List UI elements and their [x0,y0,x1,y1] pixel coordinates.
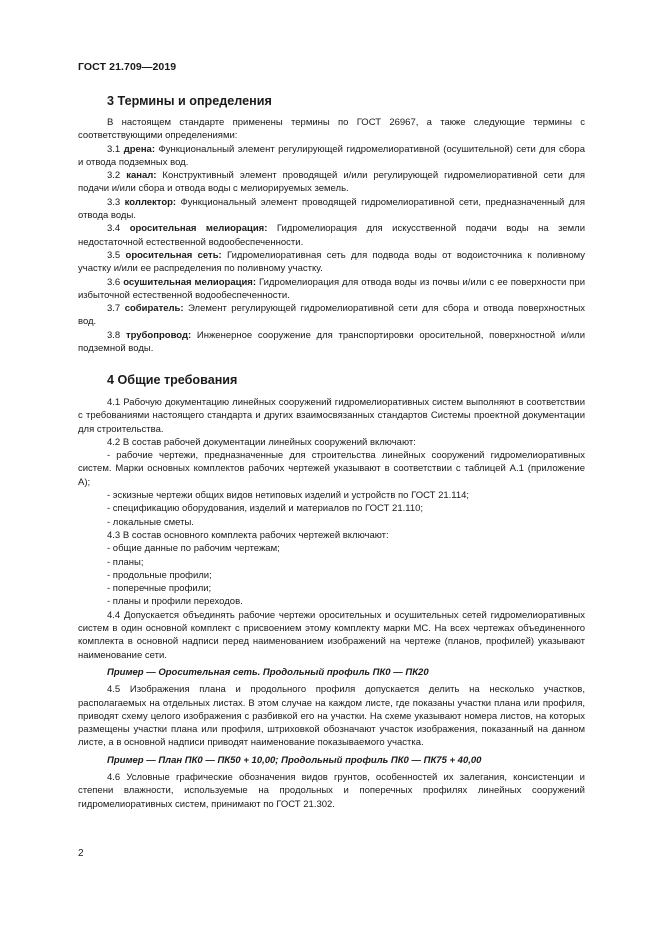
term-3-6: 3.6 осушительная мелиорация: Гидромелиорация для отвода воды из почвы и/или с ее поверхности при избыточной естественной водообеспеченности. [78,276,585,301]
paragraph-4-3: 4.3 В состав основного комплекта рабочих чертежей включают: [107,529,389,541]
term-3-1: 3.1 дрена: Функциональный элемент регулирующей гидромелиоративной (осушительной) сети для сбора и отвода подземных вод. [78,143,585,168]
term-3-2: 3.2 канал: Конструктивный элемент проводящей и/или регулирующей гидромелиоративной сети для подачи и/или сбора и отвода воды с мелиорируемых земель. [78,170,586,195]
term-3-3: 3.3 коллектор: Функциональный элемент проводящей гидромелиоративной сети, предназначенный для отвода воды. [78,196,585,222]
paragraph-4-1: 4.1 Рабочую документацию линейных сооружений гидромелиоративных систем выполняют в соответствии с требованиями настоящего стандарта и других взаимосвязанных стандартов Системы проектной документации для строительства. [78,397,585,435]
list-item: - общие данные по рабочим чертежам; [107,543,280,555]
section-3-title: 3 Термины и определения [107,94,272,108]
list-item: - продольные профили; [107,569,212,581]
section-3-intro: В настоящем стандарте применены термины по ГОСТ 26967, а также следующие термины с соответствующими определениями: [78,117,585,142]
term-word: собиратель: [124,303,184,315]
example-2: Пример — План ПК0 — ПК50 + 10,00; Продольный профиль ПК0 — ПК75 + 40,00 [107,754,482,766]
term-3-7: 3.7 собиратель: Элемент регулирующей гидромелиоративной сети для сбора и отвода поверхностных вод. [78,303,586,328]
term-word: канал: [126,170,157,182]
term-word: оросительная мелиорация: [129,223,268,235]
list-item: - планы; [107,556,144,568]
paragraph-4-4: 4.4 Допускается объединять рабочие чертежи оросительных и осушительных сетей гидромелиоративных систем в один основной комплект с присвоением этому комплекту марки МС. На всех чертежах объединенного комплекта в основной надписи перед наименованием изображений на чертеже (планов, профилей) указывают наименование сети. [78,609,585,661]
list-item: - рабочие чертежи, предназначенные для строительства линейных сооружений гидромелиоративных систем. Марки основных комплектов рабочих чертежей указывают в соответствии с таблицей А.1 (приложение А); [78,450,585,488]
list-item: - локальные сметы. [107,516,194,528]
section-4-body [78,396,585,811]
paragraph-4-2: 4.2 В состав рабочей документации линейных сооружений включают: [107,436,416,448]
example-1: Пример — Оросительная сеть. Продольный профиль ПК0 — ПК20 [107,666,429,678]
paragraph-4-6: 4.6 Условные графические обозначения видов грунтов, особенностей их залегания, консистенции и степени влажности, используемые на продольных и поперечных профилях линейных сооружений гидромелиоративных систем, принимают по ГОСТ 21.302. [78,772,585,810]
document-header-id: ГОСТ 21.709—2019 [78,61,177,73]
list-item: - эскизные чертежи общих видов нетиповых изделий и устройств по ГОСТ 21.114; [107,490,470,502]
term-word: дрена: [123,143,156,155]
term-3-4: 3.4 оросительная мелиорация: Гидромелиорация для искусственной подачи воды на земли недостаточной естественной водообеспеченности. [78,223,586,248]
list-item: - поперечные профили; [107,583,212,595]
term-3-5: 3.5 оросительная сеть: Гидромелиоративная сеть для подвода воды от водоисточника к поливному участку и/или ее распределения по поливному участку. [78,249,585,275]
paragraph-4-5: 4.5 Изображения плана и продольного профиля допускается делить на несколько участков, располагаемых на отдельных листах. В этом случае на каждом листе, где показаны участки плана или профиля, приводят схему целого изображения с разбивкой его на участки. На схеме указывают номера листов, на которых размещены участки плана или профиля, штриховкой обозначают участок изображения, показанный на данном листе, а в основной надписи приводят наименование показываемого участка. [78,684,585,749]
term-word: осушительная мелиорация: [123,276,256,288]
list-item: - спецификацию оборудования, изделий и материалов по ГОСТ 21.110; [107,503,424,515]
section-4-title: 4 Общие требования [107,373,238,387]
section-3-body [78,116,585,355]
term-word: оросительная сеть: [125,249,222,261]
term-3-8: 3.8 трубопровод: Инженерное сооружение для транспортировки оросительной, поверхностной и/или подземной воды. [78,329,586,355]
term-word: коллектор: [124,196,177,208]
term-word: трубопровод: [125,329,192,341]
page-number: 2 [78,848,84,859]
list-item: - планы и профили переходов. [107,596,243,608]
